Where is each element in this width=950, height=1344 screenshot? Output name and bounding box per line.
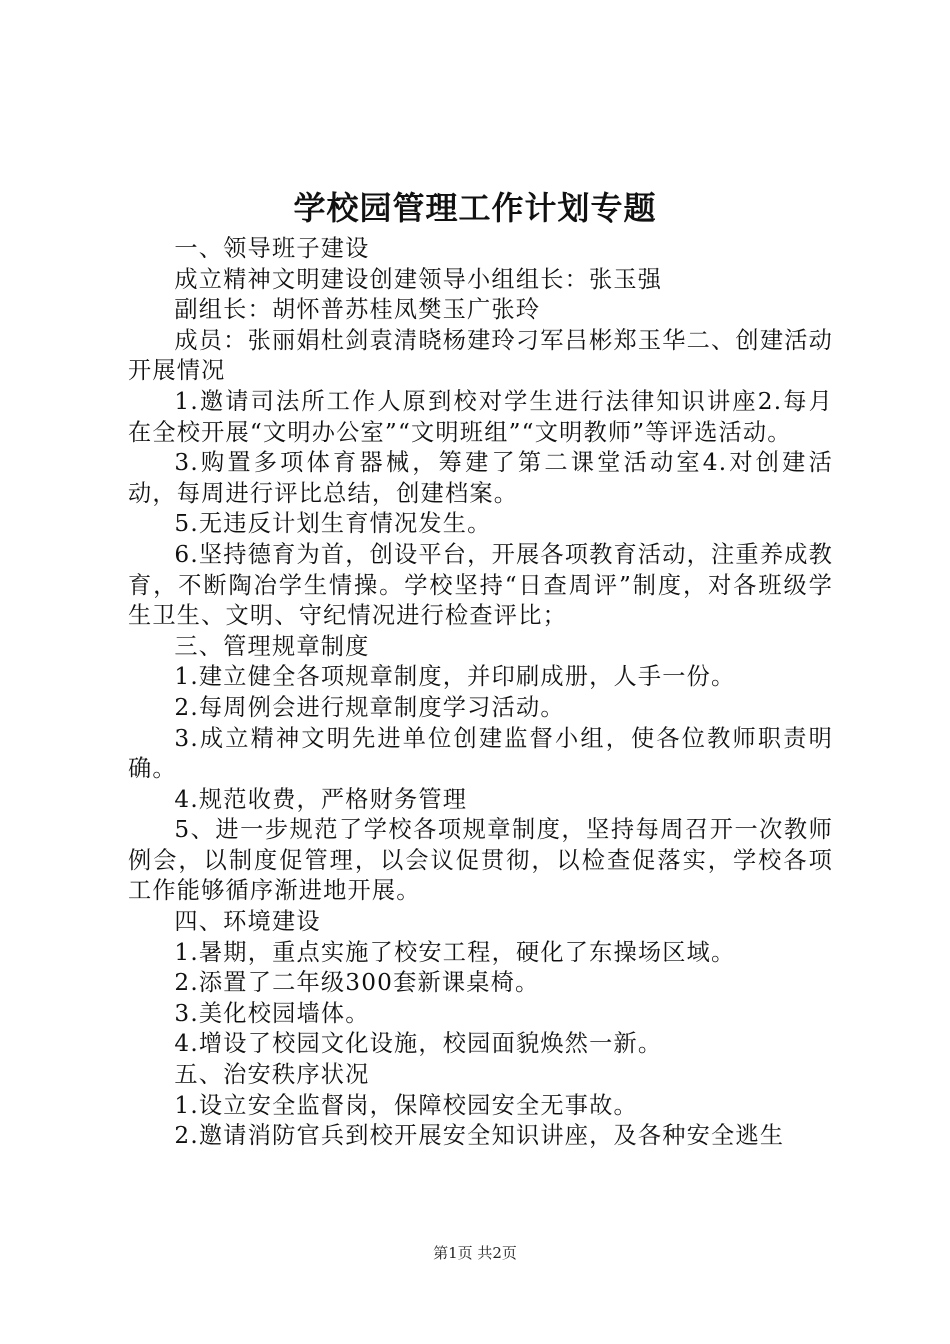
- paragraph: 副组长：胡怀普苏桂凤樊玉广张玲: [174, 296, 541, 324]
- paragraph: 1.暑期，重点实施了校安工程，硬化了东操场区域。: [174, 938, 736, 966]
- section-heading: 三、管理规章制度: [174, 632, 370, 660]
- paragraph: 3.美化校园墙体。: [174, 999, 370, 1027]
- paragraph: 3.成立精神文明先进单位创建监督小组，使各位教师职责明确。: [128, 724, 833, 783]
- paragraph: 成立精神文明建设创建领导小组组长：张玉强: [174, 265, 663, 293]
- paragraph: 6.坚持德育为首，创设平台，开展各项教育活动，注重养成教育，不断陶冶学生情操。学校坚持“日查周评”制度，对各班级学生卫生、文明、守纪情况进行检查评比；: [128, 540, 833, 630]
- section-heading: 四、环境建设: [174, 908, 321, 936]
- paragraph: 5、进一步规范了学校各项规章制度，坚持每周召开一次教师例会，以制度促管理，以会议促贯彻，以检查促落实，学校各项工作能够循序渐进地开展。: [128, 816, 833, 905]
- paragraph: 5.无违反计划生育情况发生。: [174, 510, 492, 538]
- paragraph: 2.邀请消防官兵到校开展安全知识讲座，及各种安全逃生: [174, 1122, 785, 1150]
- paragraph: 1.设立安全监督岗，保障校园安全无事故。: [174, 1091, 638, 1119]
- paragraph: 3.购置多项体育器械，筹建了第二课堂活动室4.对创建活动，每周进行评比总结，创建档案。: [128, 449, 833, 507]
- paragraph: 4.规范收费，严格财务管理: [174, 785, 468, 813]
- paragraph: 1.建立健全各项规章制度，并印刷成册，人手一份。: [174, 663, 736, 691]
- paragraph: 2.添置了二年级300套新课桌椅。: [174, 969, 540, 997]
- paragraph: 成员：张丽娟杜剑袁清晓杨建玲刁军吕彬郑玉华二、创建活动开展情况: [128, 326, 833, 385]
- paragraph: 1.邀请司法所工作人原到校对学生进行法律知识讲座2.每月在全校开展“文明办公室”“文明班组”“文明教师”等评选活动。: [128, 387, 833, 446]
- paragraph: 2.每周例会进行规章制度学习活动。: [174, 693, 565, 721]
- document-body: [128, 234, 833, 1152]
- section-heading: 五、治安秩序状况: [174, 1061, 370, 1089]
- document-title: 学校园管理工作计划专题: [293, 189, 657, 227]
- section-heading: 一、领导班子建设: [174, 235, 370, 262]
- paragraph: 4.增设了校园文化设施，校园面貌焕然一新。: [174, 1030, 663, 1058]
- page-number-footer: 第1页 共2页: [433, 1244, 517, 1262]
